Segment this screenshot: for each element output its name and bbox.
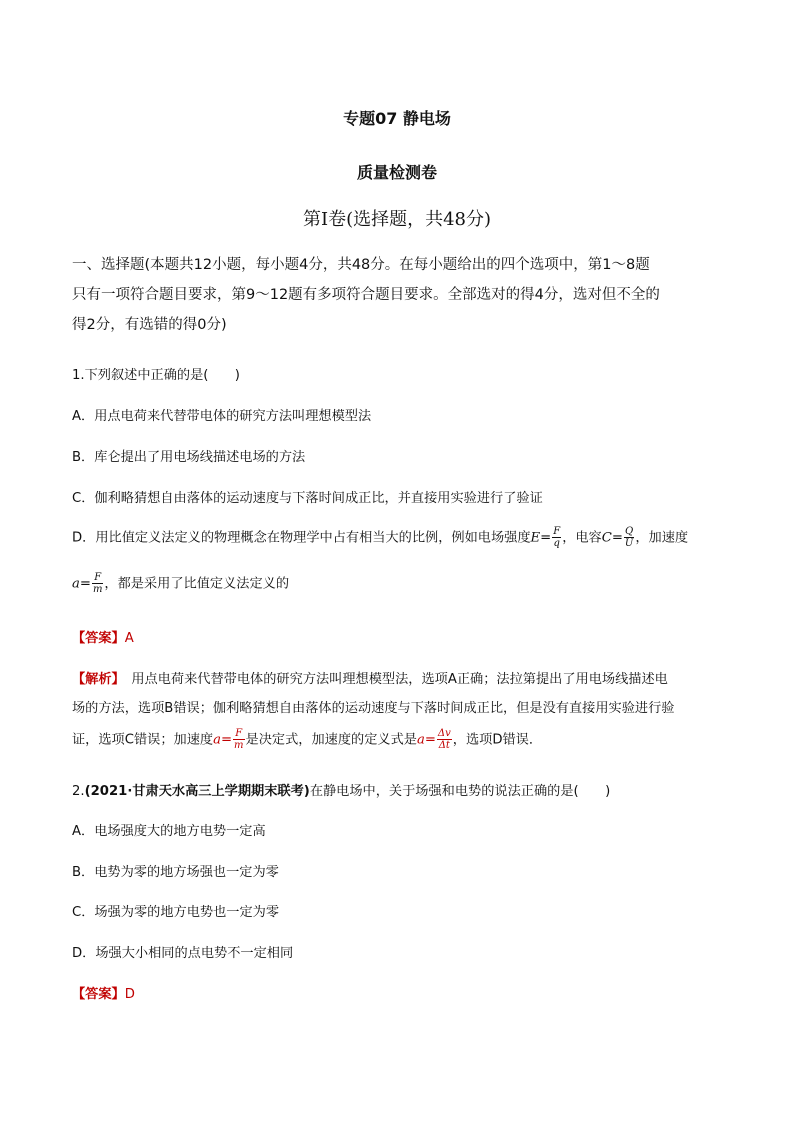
q1-option-d: D．用比值定义法定义的物理概念在物理学中占有相当大的比例，例如电场强度E= $\frac{F}{q}$ ，电容C= $\frac{Q}{U}$ ，加速度 — [72, 526, 689, 549]
q2-option-c: C．场强为零的地方电势也一定为零 — [72, 905, 280, 920]
q1-option-d-text: D．用比值定义法定义的物理概念在物理学中占有相当大的比例，例如电场强度 — [72, 530, 531, 546]
q2-option-a: A．电场强度大的地方电势一定高 — [72, 824, 266, 839]
instructions-line-3: 得2分，有选错的得0分) — [72, 317, 227, 333]
equals: = — [540, 530, 552, 546]
instructions-line-1: 一、选择题(本题共12小题，每小题4分，共48分。在每小题给出的四个选项中，第1～8题 — [72, 257, 650, 273]
q2-source: (2021·甘肃天水高三上学期期末联考) — [84, 784, 310, 799]
section-heading: 第Ⅰ卷(选择题，共48分) — [302, 209, 492, 230]
q2-stem: 2.(2021·甘肃天水高三上学期期末联考)在静电场中，关于场强和电势的说法正确的是( ) — [72, 784, 611, 799]
q1-option-c: C．伽利略猜想自由落体的运动速度与下落时间成正比，并直接用实验进行了验证 — [72, 491, 543, 506]
q1-answer — [72, 627, 134, 646]
q1-analysis-line-2: 场的方法，选项B错误；伽利略猜想自由落体的运动速度与下落时间成正比，但是没有直接用实验进行验 — [72, 701, 675, 716]
q1-option-a: A．用点电荷来代替带电体的研究方法叫理想模型法 — [72, 409, 372, 424]
fraction-dv: $\frac{\Delta v}{\Delta t}$ — [437, 728, 451, 751]
answer-label: 【答案】 — [72, 631, 125, 646]
q2-answer — [72, 983, 135, 1002]
analysis-label: 【解析】 — [72, 672, 119, 687]
page-subtitle: 质量检测卷 — [356, 163, 437, 182]
var-c: C — [601, 530, 612, 546]
instructions-line-2: 只有一项符合题目要求，第9～12题有多项符合题目要求。全部选对的得4分，选对但不全的 — [72, 287, 660, 303]
answer-value: A — [124, 631, 134, 646]
q2-option-d: D．场强大小相同的点电势不一定相同 — [72, 946, 294, 961]
q2-option-b: B．电势为零的地方场强也一定为零 — [72, 865, 279, 880]
fraction-e: $\frac{F}{q}$ — [553, 526, 561, 549]
answer-value: D — [124, 987, 135, 1002]
var-a: a — [72, 576, 80, 592]
q1-analysis-line-3: 证，选项C错误；加速度a= $\frac{F}{m}$ 是决定式，加速度的定义式是a= $\frac{\Delta v}{\Delta t}$ ，选项D错误． — [72, 728, 543, 751]
q1-option-b: B．库仑提出了用电场线描述电场的方法 — [72, 450, 306, 465]
q1-stem: 1.下列叙述中正确的是( ) — [72, 368, 240, 383]
page-title: 专题07 静电场 — [343, 109, 451, 128]
fraction-a-red: $\frac{F}{m}$ — [234, 728, 244, 751]
fraction-c: $\frac{Q}{U}$ — [624, 526, 634, 549]
q1-option-d-cont: a= $\frac{F}{m}$ ，都是采用了比值定义法定义的 — [72, 572, 290, 595]
answer-label: 【答案】 — [72, 987, 125, 1002]
var-e: E — [530, 530, 541, 546]
fraction-a: $\frac{F}{m}$ — [92, 572, 103, 595]
q1-analysis-line-1: 【解析】 用点电荷来代替带电体的研究方法叫理想模型法，选项A正确；法拉第提出了用电场线描述电 — [72, 672, 668, 687]
